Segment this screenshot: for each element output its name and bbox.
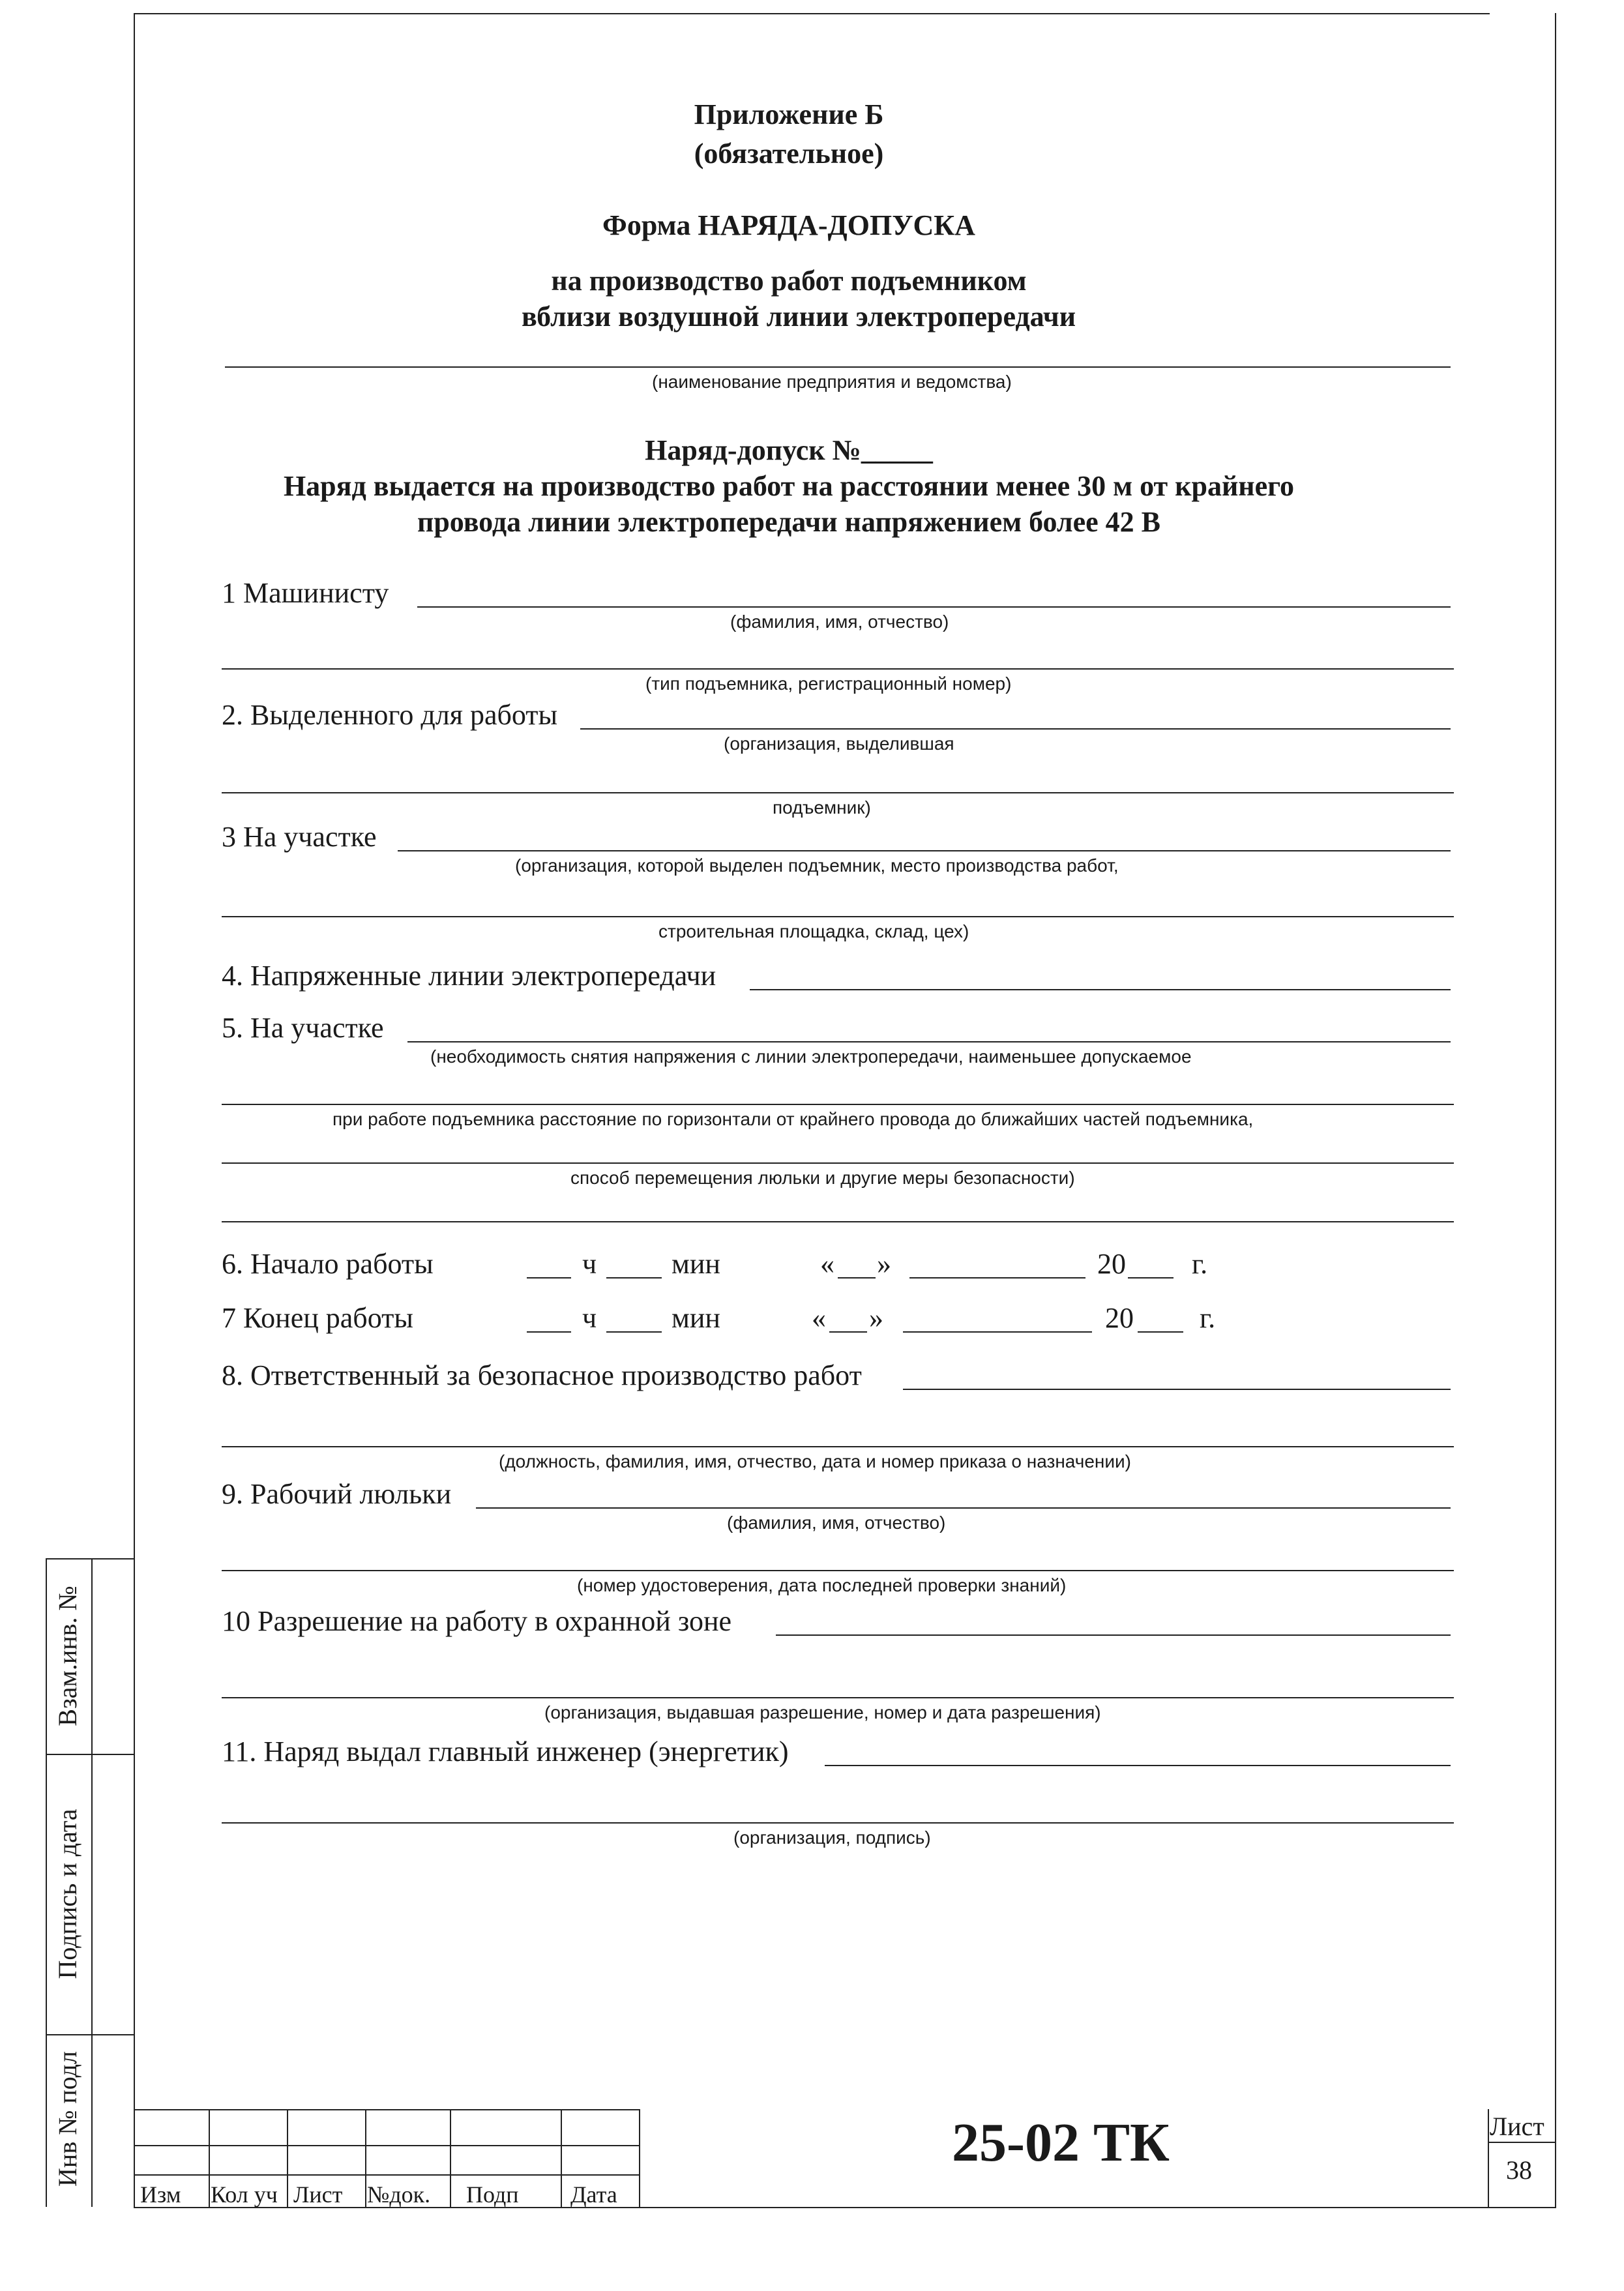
field-10-input-line-2[interactable] [222,1697,1454,1698]
field-11-input-line[interactable] [825,1765,1451,1766]
field-9-input-line-2[interactable] [222,1570,1454,1571]
field-6-year-suffix: г. [1192,1248,1208,1280]
form-subtitle-1: на производство работ подъемником [551,265,1027,297]
field-6-label: 6. Начало работы [222,1248,434,1280]
title-block-col-3 [365,2109,366,2207]
field-2-caption-2: подъемник) [773,797,871,818]
form-subtitle-2: вблизи воздушной линии электропередачи [522,301,1076,333]
field-5-label: 5. На участке [222,1012,384,1044]
title-block-col-1 [209,2109,210,2207]
appendix-title: Приложение Б [694,98,884,130]
field-8-input-line-2[interactable] [222,1446,1454,1447]
field-5-input-line[interactable] [407,1041,1451,1042]
field-7-min-word: мин [672,1302,720,1334]
field-6-day[interactable] [838,1277,876,1279]
sheet-box-left [1488,2109,1489,2207]
issue-text-1: Наряд выдается на производство работ на расстоянии менее 30 м от крайнего [283,470,1295,502]
field-7-year[interactable] [1138,1331,1183,1333]
field-6-min-word: мин [672,1248,720,1280]
title-block-col-4 [450,2109,451,2207]
field-2-label: 2. Выделенного для работы [222,699,558,731]
field-5-input-line-2[interactable] [222,1104,1454,1105]
field-7-month[interactable] [903,1331,1092,1333]
field-7-quote-close: » [869,1302,883,1334]
field-5-input-line-3[interactable] [222,1162,1454,1164]
field-9-caption: (фамилия, имя, отчество) [727,1513,946,1533]
side-stamp-sep-1 [46,1754,135,1755]
field-1-input-line[interactable] [417,606,1451,608]
field-5-input-line-4[interactable] [222,1221,1454,1222]
field-6-year[interactable] [1128,1277,1174,1279]
field-7-year-prefix: 20 [1105,1302,1134,1334]
side-inv-podl: Инв № подл [53,2051,82,2187]
field-5-caption: (необходимость снятия напряжения с линии электропередачи, наименьшее допускаемое [430,1046,1192,1067]
field-7-hours[interactable] [527,1331,571,1333]
issue-text-2: провода линии электропередачи напряжением более 42 В [417,506,1161,538]
title-block-izm: Изм [140,2181,181,2208]
field-6-minutes[interactable] [606,1277,662,1279]
title-block-podp: Подп [466,2181,519,2208]
field-10-input-line[interactable] [776,1634,1451,1636]
field-1-caption-2: (тип подъемника, регистрационный номер) [645,673,1012,694]
permit-number: Наряд-допуск №_____ [645,434,933,466]
field-7-minutes[interactable] [606,1331,662,1333]
field-11-input-line-2[interactable] [222,1822,1454,1824]
field-6-hours[interactable] [527,1277,571,1279]
mandatory-note: (обязательное) [694,138,884,170]
field-7-label: 7 Конец работы [222,1302,413,1334]
field-7-quote-open: « [812,1302,826,1334]
field-6-month[interactable] [909,1277,1085,1279]
org-name-line [225,366,1451,368]
field-3-input-line[interactable] [398,850,1451,851]
field-3-caption: (организация, которой выделен подъемник, место производства работ, [515,855,1119,876]
field-5-caption-3: способ перемещения люльки и другие меры безопасности) [570,1168,1075,1188]
field-4-input-line[interactable] [750,989,1451,990]
title-block-data: Дата [570,2181,617,2208]
field-11-label: 11. Наряд выдал главный инженер (энергетик) [222,1736,789,1767]
side-stamp-left-edge [46,1558,47,2207]
form-title: Форма НАРЯДА-ДОПУСКА [602,209,975,241]
field-9-label: 9. Рабочий люльки [222,1478,452,1510]
field-9-caption-2: (номер удостоверения, дата последней проверки знаний) [577,1575,1067,1595]
field-7-day[interactable] [829,1331,867,1333]
field-11-caption: (организация, подпись) [733,1827,931,1848]
title-block-col-2 [287,2109,288,2207]
title-block-ndok: №док. [367,2181,431,2208]
field-3-caption-2: строительная площадка, склад, цех) [658,921,969,941]
title-block-col-6 [639,2109,640,2207]
bottom-border [134,2207,1556,2208]
title-block-col-5 [561,2109,562,2207]
field-3-input-line-2[interactable] [222,916,1454,917]
field-1-label: 1 Машинисту [222,577,389,609]
field-8-input-line[interactable] [903,1389,1451,1390]
org-name-caption: (наименование предприятия и ведомства) [652,372,1012,392]
sheet-number: 38 [1506,2155,1532,2185]
field-7-year-suffix: г. [1200,1302,1216,1334]
field-1-caption: (фамилия, имя, отчество) [730,612,949,632]
sheet-label: Лист [1490,2112,1544,2141]
field-10-caption: (организация, выдавшая разрешение, номер и дата разрешения) [544,1702,1101,1722]
field-1-input-line-2[interactable] [222,668,1454,670]
top-border [134,13,1490,14]
field-5-caption-2: при работе подъемника расстояние по горизонтали от крайнего провода до ближайших частей подъемника, [332,1109,1254,1129]
left-border [134,13,135,2207]
side-sign-date: Подпись и дата [53,1809,82,1979]
field-6-quote-open: « [820,1248,834,1280]
sheet-box-divider [1488,2142,1555,2143]
title-block-list: Лист [293,2181,343,2208]
right-border [1555,13,1556,2207]
field-8-label: 8. Ответственный за безопасное производство работ [222,1359,862,1391]
field-8-caption: (должность, фамилия, имя, отчество, дата и номер приказа о назначении) [499,1451,1131,1471]
side-stamp-divider [91,1558,93,2207]
title-block-kol: Кол уч [211,2181,278,2208]
field-7-hour-word: ч [582,1302,597,1334]
side-zam-inv: Взам.инв. № [53,1586,82,1726]
field-4-label: 4. Напряженные линии электропередачи [222,960,716,992]
field-2-input-line-2[interactable] [222,792,1454,793]
field-6-hour-word: ч [582,1248,597,1280]
field-6-quote-close: » [877,1248,891,1280]
field-9-input-line[interactable] [476,1507,1451,1509]
field-2-input-line[interactable] [580,728,1451,730]
field-6-year-prefix: 20 [1097,1248,1126,1280]
field-2-caption: (организация, выделившая [724,733,954,754]
field-10-label: 10 Разрешение на работу в охранной зоне [222,1605,732,1637]
document-code: 25-02 ТК [952,2112,1170,2173]
field-3-label: 3 На участке [222,821,377,853]
